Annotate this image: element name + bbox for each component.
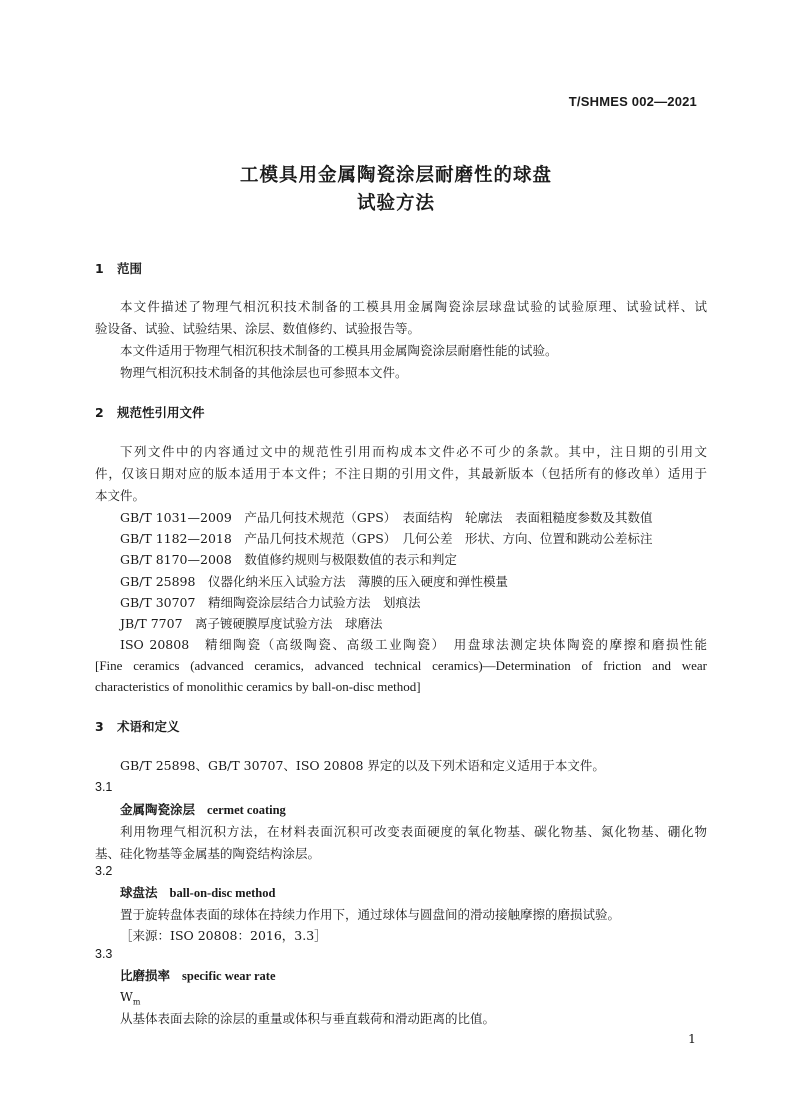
term-symbol — [120, 988, 707, 1012]
term-chinese: 金属陶瓷涂层 — [120, 802, 196, 817]
term-heading — [120, 801, 707, 819]
paragraph-line: 验设备、试验、试验结果、涂层、数值修约、试验报告等。 — [95, 321, 421, 336]
reference-english-title: characteristics of monolithic ceramics by ball-on-disc method] — [95, 679, 421, 694]
reference-item: JB/T 7707 离子镀硬膜厚度试验方法 球磨法 — [120, 616, 383, 631]
section-number: 1 — [95, 261, 104, 276]
reference-item: ISO 20808 精细陶瓷（高级陶瓷、高级工业陶瓷） 用盘球法测定块体陶瓷的摩擦和磨损性能 — [120, 637, 707, 652]
term-definition: 基、硅化物基等金属基的陶瓷结构涂层。 — [95, 846, 321, 861]
term-definition: 利用物理气相沉积方法，在材料表面沉积可改变表面硬度的氧化物基、碳化物基、氮化物基、硼化物 — [120, 824, 707, 839]
section-title: 范围 — [117, 261, 143, 276]
paragraph-line: GB/T 25898、GB/T 30707、ISO 20808 界定的以及下列术语和定义适用于本文件。 — [120, 758, 605, 773]
reference-item: GB/T 8170—2008 数值修约规则与极限数值的表示和判定 — [120, 552, 457, 567]
symbol-main: W — [120, 989, 133, 1004]
paragraph-line: 本文件。 — [95, 488, 146, 503]
section-number: 3 — [95, 719, 104, 734]
paragraph-line: 本文件描述了物理气相沉积技术制备的工模具用金属陶瓷涂层球盘试验的试验原理、试验试样、试 — [120, 299, 707, 314]
term-definition: 置于旋转盘体表面的球体在持续力作用下，通过球体与圆盘间的滑动接触摩擦的磨损试验。 — [120, 907, 621, 922]
term-heading — [120, 967, 707, 985]
section-title: 术语和定义 — [117, 719, 180, 734]
symbol-subscript: m — [132, 997, 141, 1007]
term-definition: 从基体表面去除的涂层的重量或体积与垂直载荷和滑动距离的比值。 — [120, 1011, 496, 1026]
term-source: ［来源：ISO 20808：2016，3.3］ — [120, 928, 327, 943]
term-chinese: 球盘法 — [120, 885, 158, 900]
page-number: 1 — [688, 1031, 696, 1046]
standard-number: T/SHMES 002—2021 — [568, 94, 697, 109]
paragraph-line: 物理气相沉积技术制备的其他涂层也可参照本文件。 — [120, 365, 408, 380]
term-heading — [120, 884, 707, 902]
term-chinese: 比磨损率 — [120, 968, 171, 983]
document-title-line2: 试验方法 — [356, 193, 435, 214]
section-number: 2 — [95, 405, 104, 420]
paragraph-line: 件，仅该日期对应的版本适用于本文件；不注日期的引用文件，其最新版本（包括所有的修改单）适用于 — [95, 466, 707, 481]
term-english: cermet coating — [207, 803, 286, 817]
reference-item: GB/T 25898 仪器化纳米压入试验方法 薄膜的压入硬度和弹性模量 — [120, 574, 508, 589]
section-1-heading — [95, 259, 142, 277]
reference-item: GB/T 1182—2018 产品几何技术规范（GPS） 几何公差 形状、方向、位置和跳动公差标注 — [120, 531, 653, 546]
term-number: 3.2 — [95, 864, 113, 878]
document-title: 工模具用金属陶瓷涂层耐磨性的球盘 — [239, 165, 552, 186]
section-title: 规范性引用文件 — [117, 405, 205, 420]
reference-item: GB/T 1031—2009 产品几何技术规范（GPS） 表面结构 轮廓法 表面粗糙度参数及其数值 — [120, 510, 653, 525]
term-english: ball-on-disc method — [169, 886, 276, 900]
section-3-heading — [95, 717, 180, 735]
section-2-heading — [95, 403, 205, 421]
term-english: specific wear rate — [182, 969, 276, 983]
term-number: 3.1 — [95, 780, 113, 794]
reference-item: GB/T 30707 精细陶瓷涂层结合力试验方法 划痕法 — [120, 595, 421, 610]
term-number: 3.3 — [95, 947, 113, 961]
paragraph-line: 下列文件中的内容通过文中的规范性引用而构成本文件必不可少的条款。其中，注日期的引用文 — [120, 444, 707, 459]
reference-english-title: [Fine ceramics (advanced ceramics, advanced technical ceramics)—Determination of friction and wear — [95, 658, 707, 673]
paragraph-line: 本文件适用于物理气相沉积技术制备的工模具用金属陶瓷涂层耐磨性能的试验。 — [120, 343, 558, 358]
